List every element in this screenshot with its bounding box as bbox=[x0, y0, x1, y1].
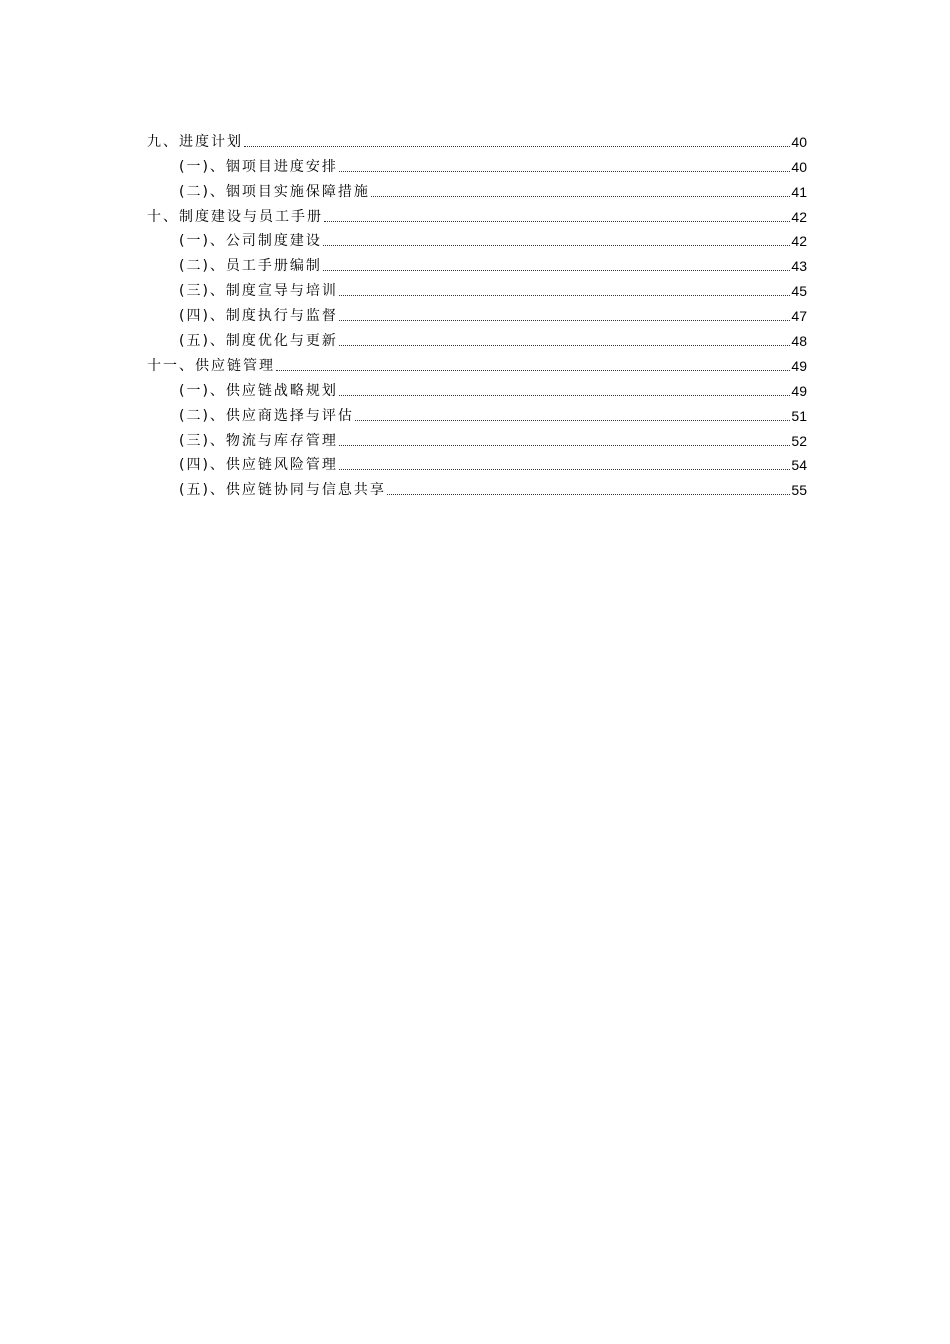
toc-entry-title: (三)、制度宣导与培训 bbox=[179, 283, 338, 300]
toc-dot-leader bbox=[339, 395, 790, 396]
toc-entry-title: 十、制度建设与员工手册 bbox=[147, 208, 323, 225]
toc-entry-title: (四)、制度执行与监督 bbox=[179, 308, 338, 325]
toc-dot-leader bbox=[324, 221, 790, 222]
toc-entry-11-4[interactable] bbox=[147, 450, 807, 475]
toc-dot-leader bbox=[339, 171, 790, 172]
toc-page-number: 49 bbox=[791, 357, 807, 374]
toc-page-number: 42 bbox=[791, 233, 807, 250]
toc-entry-chapter-9[interactable] bbox=[147, 126, 807, 151]
toc-entry-11-2[interactable] bbox=[147, 400, 807, 425]
toc-entry-11-3[interactable] bbox=[147, 425, 807, 450]
toc-entry-11-5[interactable] bbox=[147, 474, 807, 499]
toc-dot-leader bbox=[355, 420, 790, 421]
toc-page-number: 51 bbox=[791, 407, 807, 424]
toc-entry-title: (一)、铟项目进度安排 bbox=[179, 158, 338, 175]
toc-dot-leader bbox=[339, 320, 790, 321]
toc-entry-title: (二)、员工手册编制 bbox=[179, 258, 322, 275]
toc-page-number: 47 bbox=[791, 308, 807, 325]
toc-page-number: 40 bbox=[791, 158, 807, 175]
toc-entry-chapter-11[interactable] bbox=[147, 350, 807, 375]
toc-entry-title: (三)、物流与库存管理 bbox=[179, 432, 338, 449]
toc-entry-title: (四)、供应链风险管理 bbox=[179, 457, 338, 474]
toc-entry-9-2[interactable] bbox=[147, 176, 807, 201]
toc-entry-title: (一)、公司制度建设 bbox=[179, 233, 322, 250]
toc-entry-10-2[interactable] bbox=[147, 250, 807, 275]
toc-entry-10-4[interactable] bbox=[147, 300, 807, 325]
toc-entry-title: (二)、铟项目实施保障措施 bbox=[179, 183, 370, 200]
toc-entry-title: (二)、供应商选择与评估 bbox=[179, 407, 354, 424]
toc-page-number: 55 bbox=[791, 482, 807, 499]
toc-entry-10-1[interactable] bbox=[147, 226, 807, 251]
toc-page-number: 43 bbox=[791, 258, 807, 275]
toc-entry-chapter-10[interactable] bbox=[147, 201, 807, 226]
toc-dot-leader bbox=[339, 469, 790, 470]
toc-dot-leader bbox=[244, 146, 790, 147]
toc-page-number: 45 bbox=[791, 283, 807, 300]
toc-entry-title: 十一、供应链管理 bbox=[147, 357, 275, 374]
toc-page-number: 41 bbox=[791, 183, 807, 200]
toc-dot-leader bbox=[387, 494, 790, 495]
toc-page-number: 42 bbox=[791, 208, 807, 225]
toc-dot-leader bbox=[339, 345, 790, 346]
toc-dot-leader bbox=[339, 445, 790, 446]
toc-dot-leader bbox=[339, 295, 790, 296]
toc-entry-10-5[interactable] bbox=[147, 325, 807, 350]
toc-page-number: 49 bbox=[791, 382, 807, 399]
toc-entry-10-3[interactable] bbox=[147, 275, 807, 300]
table-of-contents bbox=[147, 126, 807, 499]
toc-entry-9-1[interactable] bbox=[147, 151, 807, 176]
toc-entry-title: 九、进度计划 bbox=[147, 133, 243, 150]
toc-page-number: 40 bbox=[791, 133, 807, 150]
toc-dot-leader bbox=[323, 245, 790, 246]
toc-entry-title: (五)、制度优化与更新 bbox=[179, 333, 338, 350]
toc-entry-title: (一)、供应链战略规划 bbox=[179, 382, 338, 399]
toc-dot-leader bbox=[323, 270, 790, 271]
toc-page-number: 52 bbox=[791, 432, 807, 449]
toc-entry-title: (五)、供应链协同与信息共享 bbox=[179, 482, 386, 499]
toc-entry-11-1[interactable] bbox=[147, 375, 807, 400]
toc-dot-leader bbox=[371, 196, 790, 197]
toc-page-number: 54 bbox=[791, 457, 807, 474]
toc-dot-leader bbox=[276, 370, 790, 371]
toc-page-number: 48 bbox=[791, 333, 807, 350]
